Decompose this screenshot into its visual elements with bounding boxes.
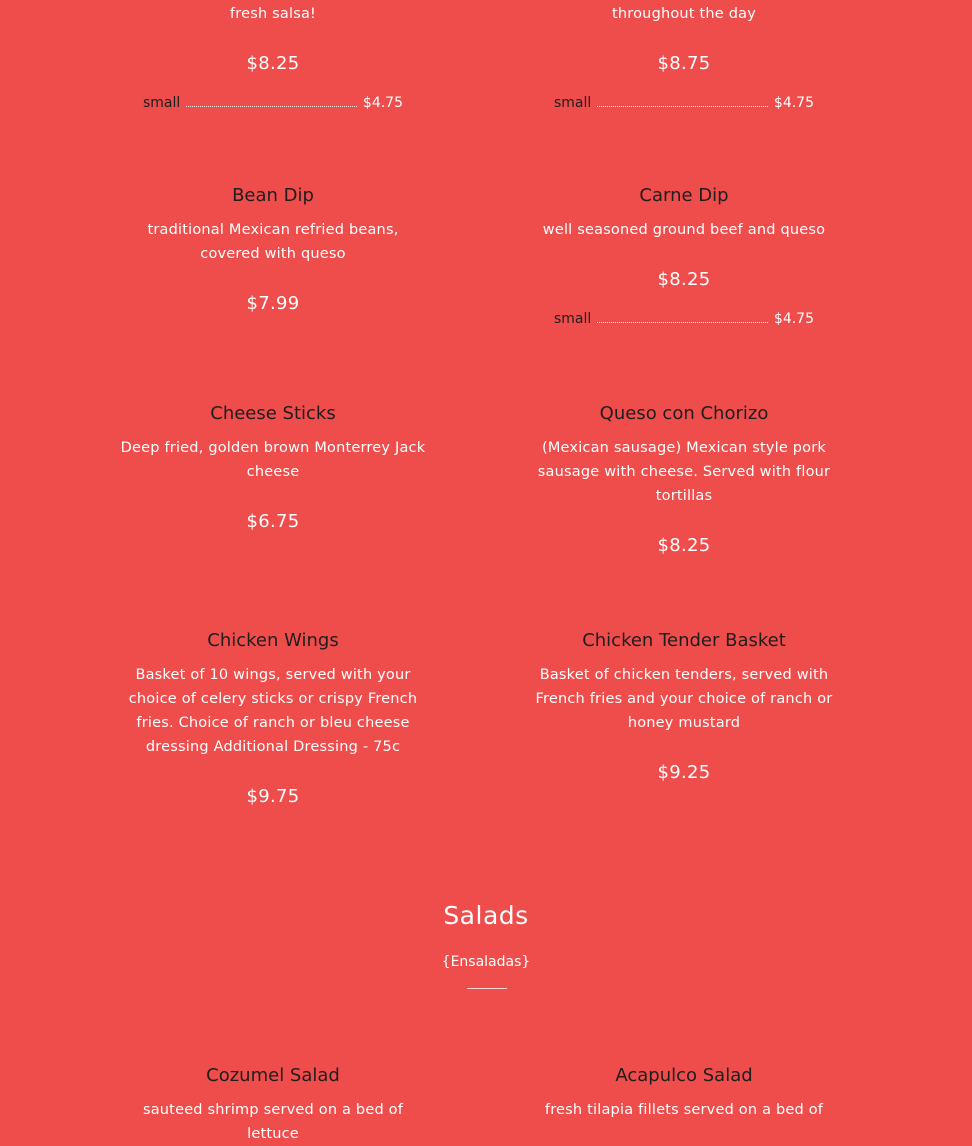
dotted-leader — [186, 105, 357, 107]
item-price: $7.99 — [246, 293, 300, 314]
item-price: $8.75 — [657, 53, 711, 74]
dotted-leader — [597, 321, 768, 323]
section-subtitle: {Ensaladas} — [441, 954, 531, 970]
menu-item-cozumel-salad — [118, 1064, 428, 1146]
item-description: traditional Mexican refried beans, covered with queso — [147, 222, 399, 262]
section-divider — [467, 988, 507, 989]
item-price: $8.25 — [657, 269, 711, 290]
small-size-label: small — [143, 95, 181, 111]
item-name: Acapulco Salad — [615, 1065, 753, 1086]
small-size-row — [554, 94, 814, 112]
section-title: Salads — [443, 901, 529, 930]
item-price: $8.25 — [246, 53, 300, 74]
dotted-leader — [597, 105, 768, 107]
small-size-row — [143, 94, 403, 112]
item-name: Cheese Sticks — [210, 403, 336, 424]
item-price: $8.25 — [657, 535, 711, 556]
menu-item-carne-dip — [529, 184, 839, 328]
item-name: Cozumel Salad — [206, 1065, 340, 1086]
item-price: $9.25 — [657, 762, 711, 783]
item-description: fresh tilapia fillets served on a bed of — [544, 1102, 824, 1118]
menu-item-top-right — [529, 2, 839, 112]
item-name: Bean Dip — [232, 185, 314, 206]
menu-item-chicken-wings — [118, 629, 428, 809]
item-description: fresh salsa! — [229, 6, 317, 22]
menu-item-chicken-tender-basket — [529, 629, 839, 785]
small-size-price: $4.75 — [773, 311, 814, 327]
small-size-price: $4.75 — [362, 95, 403, 111]
item-name: Queso con Chorizo — [599, 403, 769, 424]
item-name: Chicken Tender Basket — [582, 630, 786, 651]
menu-item-acapulco-salad — [529, 1064, 839, 1122]
small-size-price: $4.75 — [773, 95, 814, 111]
menu-item-top-left — [118, 2, 428, 112]
item-description: sauteed shrimp served on a bed of lettuce — [142, 1102, 404, 1142]
item-price: $6.75 — [246, 511, 300, 532]
item-description: Deep fried, golden brown Monterrey Jack cheese — [120, 440, 426, 480]
small-size-label: small — [554, 311, 592, 327]
menu-item-queso-con-chorizo — [529, 402, 839, 558]
menu-item-bean-dip — [118, 184, 428, 316]
small-size-row — [554, 310, 814, 328]
item-description: Basket of chicken tenders, served with French fries and your choice of ranch or honey mustard — [535, 667, 833, 731]
item-description: well seasoned ground beef and queso — [542, 222, 826, 238]
item-name: Chicken Wings — [207, 630, 339, 651]
menu-item-cheese-sticks — [118, 402, 428, 534]
small-size-label: small — [554, 95, 592, 111]
item-description: (Mexican sausage) Mexican style pork sausage with cheese. Served with flour tortillas — [537, 440, 831, 504]
item-description: throughout the day — [611, 6, 756, 22]
item-price: $9.75 — [246, 786, 300, 807]
item-description: Basket of 10 wings, served with your choice of celery sticks or crispy French fries. Choice of ranch or bleu cheese dressing Additional Dressing - 75c — [128, 667, 418, 755]
item-name: Carne Dip — [639, 185, 729, 206]
